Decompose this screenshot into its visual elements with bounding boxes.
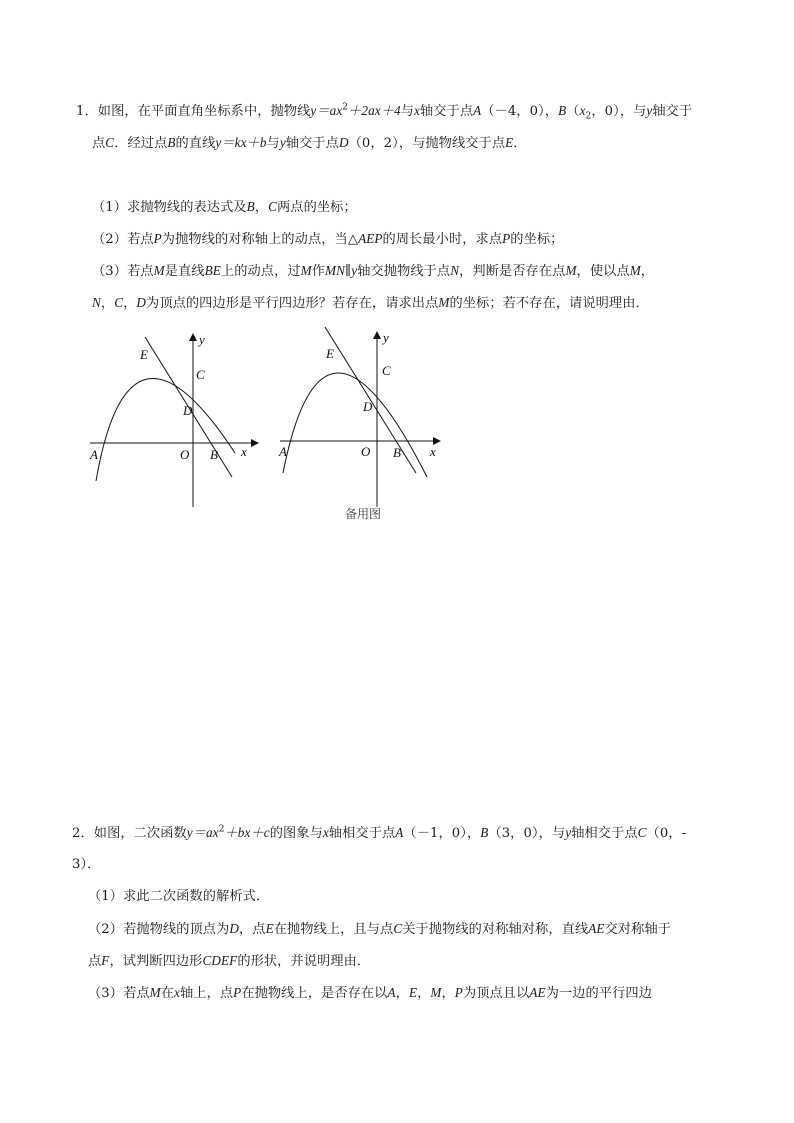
q1-part-3-cont: N，C，D为顶点的四边形是平行四边形？若存在，请求出点M的坐标；若不存在，请说明理由． <box>92 295 649 311</box>
label-b: B <box>393 445 401 460</box>
q1-number: 1． <box>76 104 98 119</box>
label-a: A <box>90 447 98 462</box>
x-axis-arrow <box>251 439 259 447</box>
label-c: C <box>382 363 391 378</box>
q2-line-2: 3）． <box>72 857 101 872</box>
label-o: O <box>361 444 371 459</box>
label-c: C <box>196 367 205 382</box>
parabola <box>96 378 235 481</box>
q1-line-2: 点C．经过点B的直线y＝kx＋b与y轴交于点D（0，2），与抛物线交于点E． <box>92 135 527 151</box>
q1-line-1: 1．如图，在平面直角坐标系中，抛物线$y=ax^2+2ax+4$与x轴交于点A（－4，0），$B(x_2$，0），与y轴交于 <box>76 102 693 122</box>
label-o: O <box>180 447 190 462</box>
label-y: y <box>199 332 205 347</box>
q2-part-2: （2）若抛物线的顶点为D，点E在抛物线上，且与点C关于抛物线的对称轴对称，直线AE交对称轴于 <box>88 921 672 937</box>
parabola <box>283 373 427 477</box>
label-d: D <box>363 399 373 414</box>
label-e: E <box>140 347 148 362</box>
label-d: D <box>183 403 193 418</box>
q2-line-1: 2．如图，二次函数$y=ax^2+bx+c$的图象与x轴相交于点A（－1，0），B（3，0），与y轴相交于点C（0，- <box>72 824 687 841</box>
y-axis-arrow <box>373 331 381 339</box>
q2-part-3: （3）若点M在x轴上，点P在抛物线上，是否存在以A，E，M，P为顶点且以AE为一边的平行四边 <box>88 985 652 1001</box>
label-e: E <box>326 346 334 361</box>
q2-part-1: （1）求此二次函数的解析式． <box>88 889 270 904</box>
q1-figure-backup <box>275 325 455 515</box>
label-a: A <box>279 444 287 459</box>
q2-number: 2． <box>72 826 94 841</box>
figure-caption: 备用图 <box>345 507 382 521</box>
q2-part-2-cont: 点F，试判断四边形CDEF的形状，并说明理由． <box>88 953 371 969</box>
q2-quadratic-eq: y＝ax <box>186 825 219 840</box>
q1-part-1: （1）求抛物线的表达式及B，C两点的坐标； <box>92 199 357 215</box>
q1-parabola-eq: y＝ax <box>310 103 343 118</box>
label-x: x <box>241 444 247 459</box>
y-axis-arrow <box>189 333 197 341</box>
label-b: B <box>210 447 218 462</box>
label-x: x <box>430 444 436 459</box>
q1-part-3: （3）若点M是直线BE上的动点，过M作MN∥y轴交抛物线于点N，判断是否存在点M，使以点M， <box>92 263 655 279</box>
q1-figure-main <box>85 325 265 515</box>
q1-line-eq: y＝kx＋b <box>215 135 267 150</box>
q1-part-2: （2）若点P为抛物线的对称轴上的动点，当△AEP的周长最小时，求点P的坐标； <box>92 231 564 247</box>
label-y: y <box>383 330 389 345</box>
